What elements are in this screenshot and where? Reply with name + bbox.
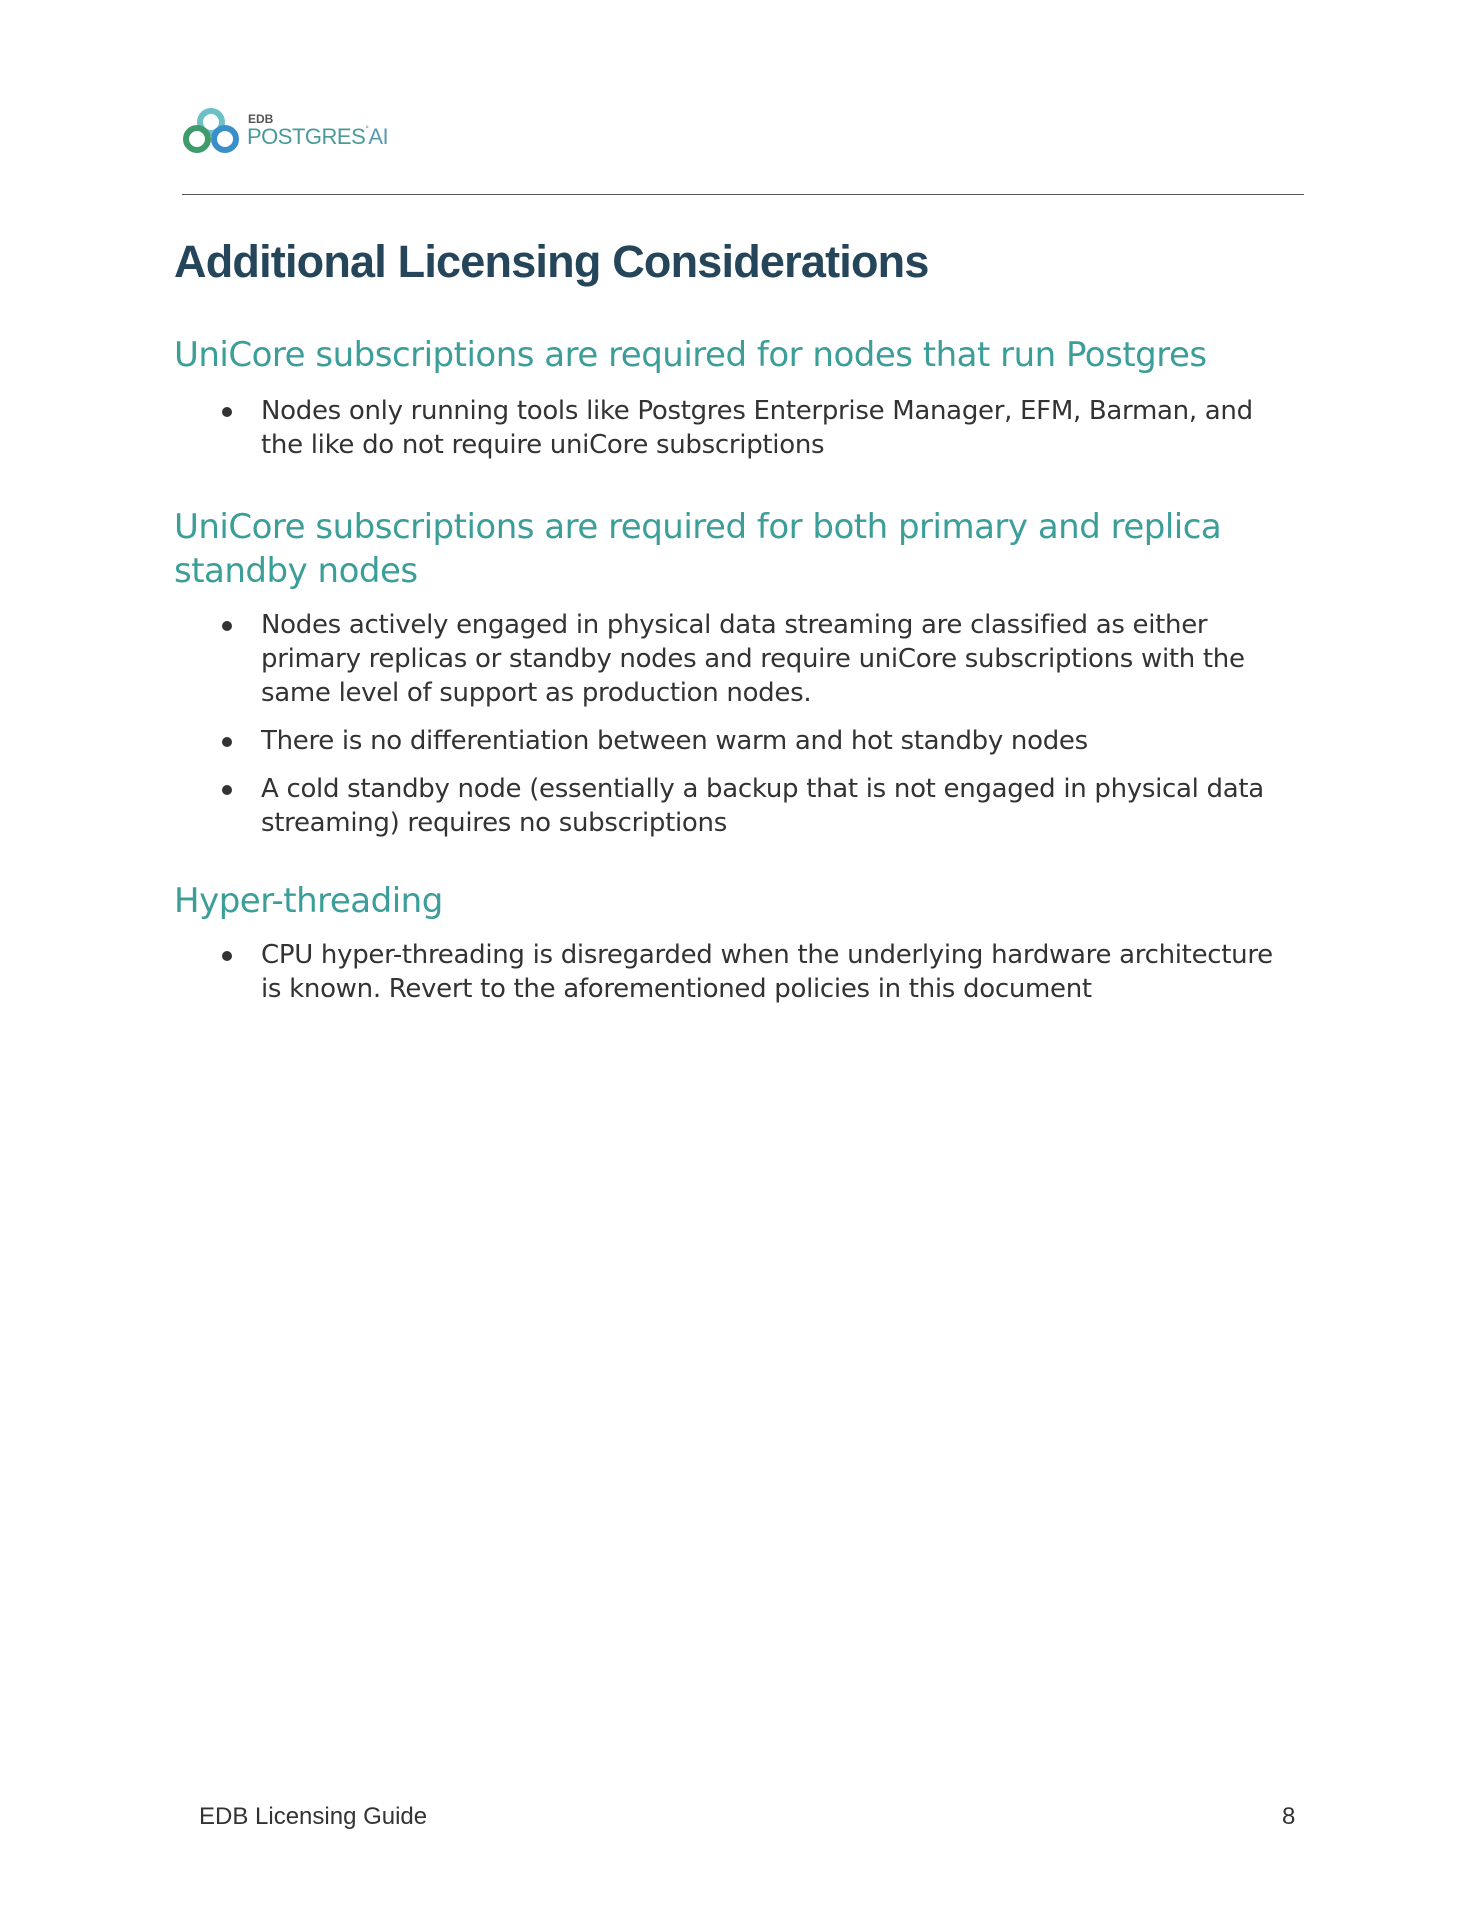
list-item: There is no differentiation between warm and hot standby nodes [220, 724, 1290, 758]
bullet-list-hyper-threading [220, 938, 1290, 1020]
page-title: Additional Licensing Considerations [174, 236, 929, 287]
footer-page-number: 8 [1282, 1803, 1296, 1830]
logo-rings-icon [180, 104, 244, 160]
logo-edb-text: EDB [248, 112, 274, 126]
section-heading-postgres-nodes: UniCore subscriptions are required for nodes that run Postgres [174, 335, 1207, 375]
list-item: Nodes actively engaged in physical data streaming are classified as either primary replicas or standby nodes and require uniCore subscriptions with the same level of support as production nodes. [220, 608, 1290, 710]
header-divider [182, 194, 1304, 195]
footer-document-title: EDB Licensing Guide [199, 1803, 428, 1830]
section-heading-hyper-threading: Hyper-threading [174, 881, 443, 921]
bullet-list-primary-replica [220, 608, 1290, 854]
bullet-icon [222, 407, 232, 417]
bullet-icon [222, 621, 232, 631]
list-item: Nodes only running tools like Postgres Enterprise Manager, EFM, Barman, and the like do not require uniCore subscriptions [220, 394, 1290, 462]
bullet-icon [222, 737, 232, 747]
logo-postgres-text: POSTGRES°AI [247, 124, 389, 149]
edb-postgres-ai-logo [180, 104, 400, 160]
list-item: A cold standby node (essentially a backup that is not engaged in physical data streaming) requires no subscriptions [220, 772, 1290, 840]
bullet-icon [222, 785, 232, 795]
bullet-icon [222, 951, 232, 961]
list-item: CPU hyper-threading is disregarded when the underlying hardware architecture is known. Revert to the aforementioned policies in this document [220, 938, 1290, 1006]
bullet-list-postgres-nodes [220, 394, 1290, 476]
section-heading-primary-replica: UniCore subscriptions are required for both primary and replica standby nodes [174, 507, 1222, 591]
